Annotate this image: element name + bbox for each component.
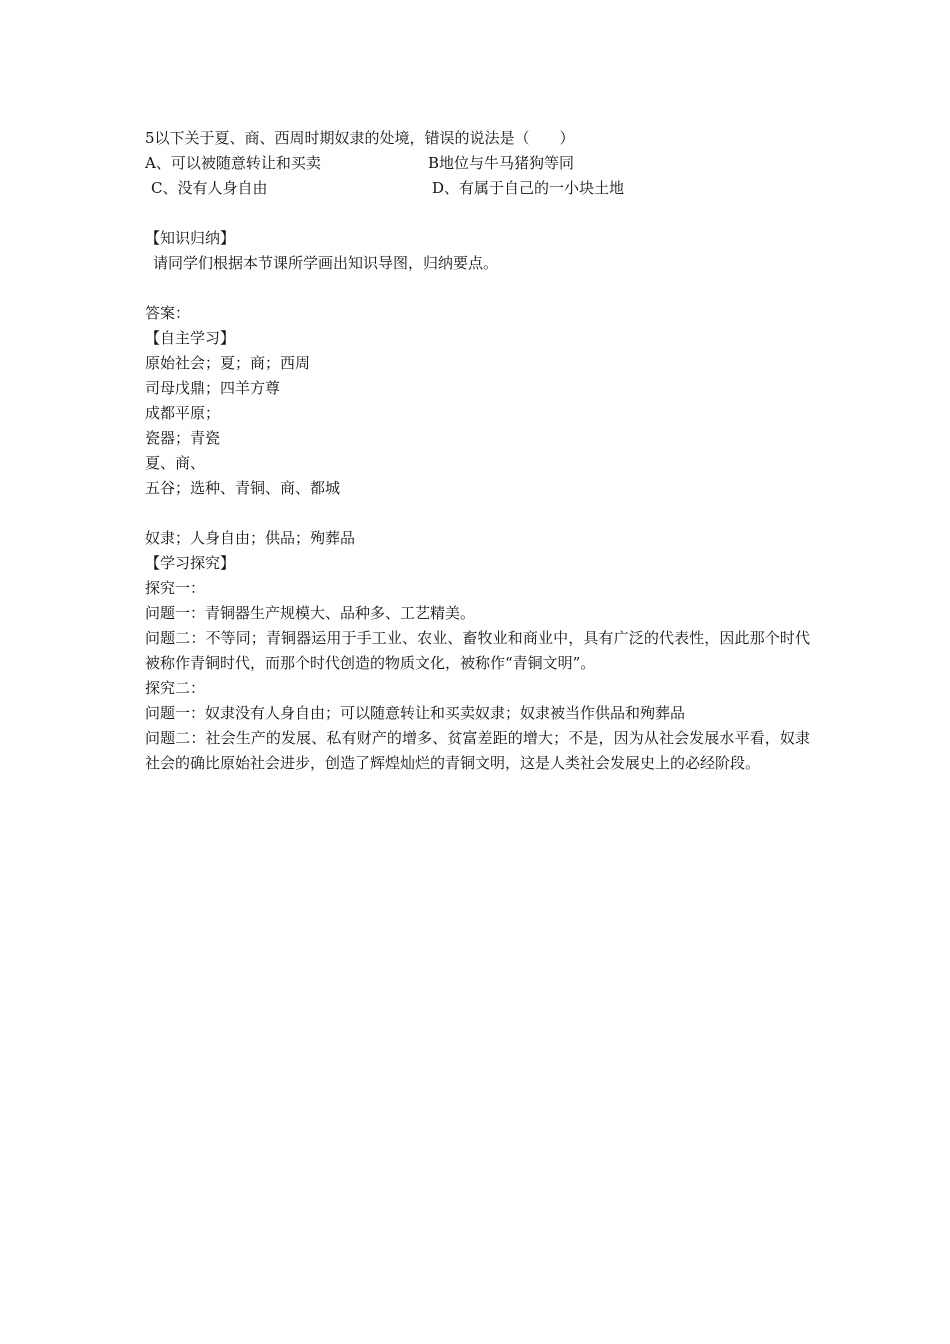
self-study-answer: 成都平原； (145, 404, 221, 422)
exploration-heading: 【学习探究】 (145, 554, 236, 572)
summary-heading: 【知识归纳】 (145, 229, 236, 247)
option-a: A、可以被随意转让和买卖 (145, 154, 321, 172)
spacer (145, 276, 810, 301)
exploration-part-1-question-2: 问题二：不等同；青铜器运用于手工业、农业、畜牧业和商业中，具有广泛的代表性，因此那个时代被称作青铜时代，而那个时代创造的物质文化，被称作“青铜文明”。 (145, 629, 810, 672)
option-c: C、没有人身自由 (151, 179, 268, 197)
exploration-part-2-label: 探究二： (145, 679, 206, 697)
spacer (145, 201, 810, 226)
question-5-stem: 5以下关于夏、商、西周时期奴隶的处境，错误的说法是（ ） (145, 129, 575, 147)
exploration-part-1-label: 探究一： (145, 579, 206, 597)
self-study-answer: 瓷器；青瓷 (145, 429, 221, 447)
self-study-answer: 原始社会；夏；商；西周 (145, 354, 311, 372)
spacer (145, 501, 810, 526)
exploration-part-1-question-1: 问题一：青铜器生产规模大、品种多、工艺精美。 (145, 604, 476, 622)
question-5-options-row-2 (145, 176, 810, 201)
summary-text: 请同学们根据本节课所学画出知识导图，归纳要点。 (153, 254, 499, 272)
self-study-answer: 司母戊鼎；四羊方尊 (145, 379, 281, 397)
option-b: B地位与牛马猪狗等同 (428, 154, 575, 172)
option-d: D、有属于自己的一小块土地 (432, 179, 625, 197)
exploration-part-2-question-2: 问题二：社会生产的发展、私有财产的增多、贫富差距的增大；不是，因为从社会发展水平看，奴隶社会的确比原始社会进步，创造了辉煌灿烂的青铜文明，这是人类社会发展史上的必经阶段。 (145, 729, 810, 772)
exploration-part-2-question-1: 问题一：奴隶没有人身自由；可以随意转让和买卖奴隶；奴隶被当作供品和殉葬品 (145, 704, 686, 722)
document-body (145, 126, 810, 776)
self-study-answer: 奴隶；人身自由；供品；殉葬品 (145, 529, 356, 547)
self-study-heading: 【自主学习】 (145, 329, 236, 347)
answers-label: 答案： (145, 304, 191, 322)
self-study-answer: 夏、商、 (145, 454, 206, 472)
question-5-options-row-1 (145, 151, 810, 176)
self-study-answer: 五谷；选种、青铜、商、都城 (145, 479, 341, 497)
